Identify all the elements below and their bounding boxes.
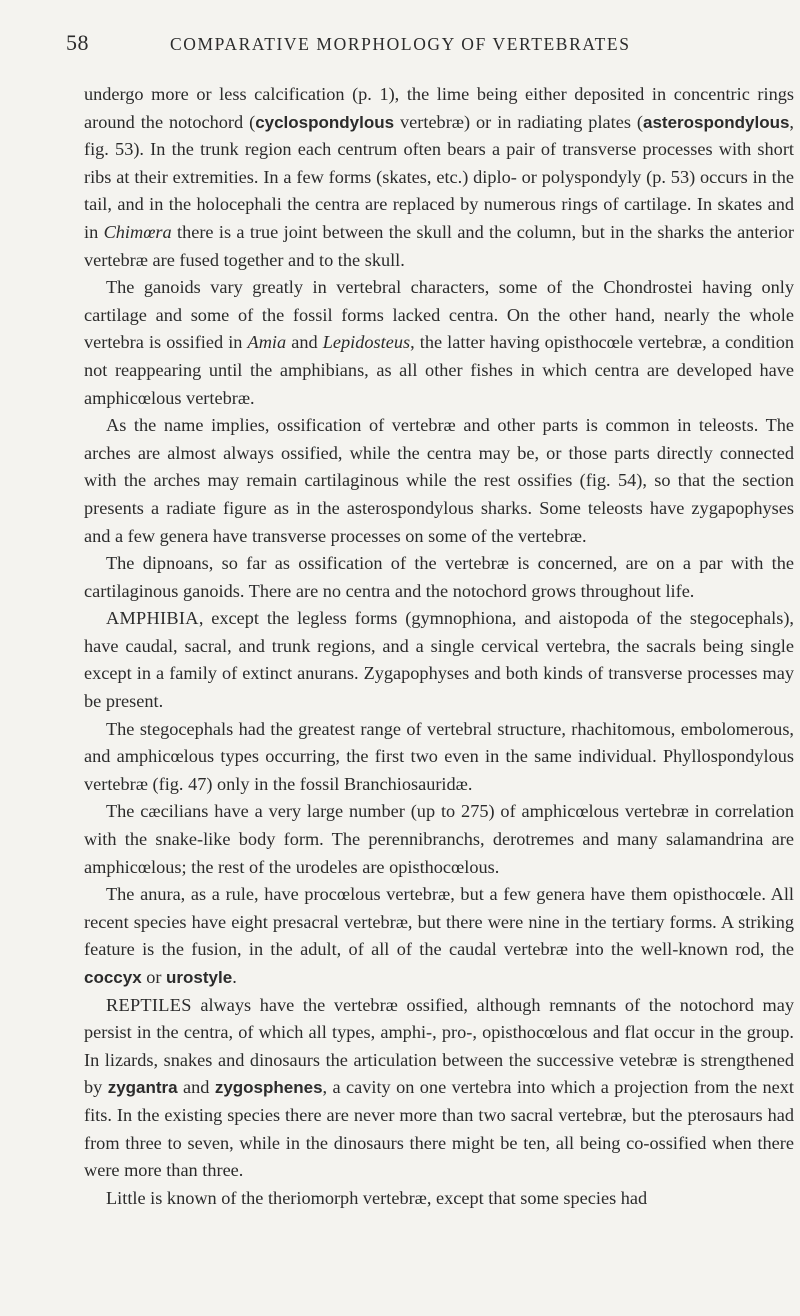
text-run: always have the vertebræ ossified, although remnants of the notochord may persist in the centra, of which all types, amphi-, pro-, opisthocœlous and flat occur in the group. In lizards, snakes and dinosaurs the articulation between the successive vetebræ is strengthened by <box>84 994 794 1098</box>
bold-term: zygosphenes <box>214 1078 323 1098</box>
bold-term: zygantra <box>107 1078 178 1098</box>
body-text <box>84 81 794 1212</box>
page-number: 58 <box>66 30 89 55</box>
text-run: The cæcilians have a very large number (up to 275) of amphicœlous vertebræ in correlation with the snake-like body form. The perennibranchs, derotremes and many salamandrina are amphicœlous; the rest of the urodeles are opisthocœlous. <box>84 801 794 877</box>
text-run: or <box>141 967 167 987</box>
text-run: , the latter having opisthocœle vertebræ, a condition not reappearing until the amphibians, as all other fishes in which centra are developed have amphicœlous vertebræ. <box>84 332 795 408</box>
paragraph <box>84 1185 794 1213</box>
page-header <box>66 30 766 60</box>
bold-term: urostyle <box>166 968 233 987</box>
text-run: As the name implies, ossification of vertebræ and other parts is common in teleosts. The arches are almost always ossified, while the centra may be, or those parts directly connected with the arches may remain cartilaginous while the rest ossifies (fig. 54), so that the section presents a radiate figure as in the asterospondylous sharks. Some teleosts have zygapophyses and a few genera have transverse processes on some of the vertebræ. <box>84 415 794 546</box>
paragraph <box>84 798 794 881</box>
italic-term: Lepidosteus <box>322 332 411 353</box>
text-run: undergo more or less calcification (p. 1), the lime being either deposited in concentric rings around the notochord ( <box>84 84 794 132</box>
paragraph <box>84 605 794 715</box>
running-title: COMPARATIVE MORPHOLOGY OF VERTEBRATES <box>170 34 631 54</box>
paragraph <box>84 881 794 991</box>
text-run: vertebræ) or in radiating plates ( <box>394 111 643 132</box>
italic-term: Chimœra <box>103 221 172 242</box>
bold-term: coccyx <box>84 968 142 987</box>
paragraph <box>84 716 794 799</box>
paragraph <box>84 81 794 274</box>
text-run: and <box>177 1077 215 1098</box>
paragraph <box>84 550 794 605</box>
section-lead: REPTILES <box>106 994 192 1015</box>
bold-term: asterospondylous <box>643 112 790 132</box>
section-lead: AMPHIBIA <box>106 608 199 629</box>
paragraph <box>84 412 794 550</box>
text-run: The anura, as a rule, have procœlous vertebræ, but a few genera have them opisthocœle. All recent species have eight presacral vertebræ, but there were nine in the tertiary forms. A striking feature is the fusion, in the adult, of all of the caudal vertebræ into the well-known rod, the <box>84 884 794 960</box>
text-run: , except the legless forms (gymnophiona, and aistopoda of the stegocephals), have caudal, sacral, and trunk regions, and a single cervical vertebra, the sacrals being single except in a family of extinct anurans. Zygapophyses and both kinds of transverse processes may be present. <box>84 608 794 712</box>
text-run: and <box>286 332 323 353</box>
text-run: The ganoids vary greatly in vertebral characters, some of the Chondrostei having only cartilage and some of the fossil forms lacked centra. On the other hand, nearly the whole vertebra is ossified in <box>84 277 794 353</box>
text-run: , fig. 53). In the trunk region each centrum often bears a pair of transverse processes with short ribs at their extremities. In a few forms (skates, etc.) diplo- or polyspondyly (p. 53) occurs in the tail, and in the holocephali the centra are replaced by numerous rings of cartilage. In skates and in <box>84 111 794 242</box>
text-run: The stegocephals had the greatest range of vertebral structure, rhachitomous, embolomerous, and amphicœlous types occurring, the first two even in the same individual. Phyllospondylous vertebræ (fig. 47) only in the fossil Branchiosauridæ. <box>84 718 794 794</box>
text-run: The dipnoans, so far as ossification of the vertebræ is concerned, are on a par with the cartilaginous ganoids. There are no centra and the notochord grows throughout life. <box>84 553 794 601</box>
text-run: there is a true joint between the skull and the column, but in the sharks the anterior vertebræ are fused together and to the skull. <box>84 221 794 270</box>
text-run: Little is known of the theriomorph vertebræ, except that some species had <box>106 1187 648 1208</box>
paragraph <box>84 992 794 1185</box>
bold-term: cyclospondylous <box>255 112 395 132</box>
paragraph <box>84 274 794 412</box>
italic-term: Amia <box>247 332 287 353</box>
text-run: . <box>232 967 237 987</box>
text-run: , a cavity on one vertebra into which a projection from the next fits. In the existing species there are never more than two sacral vertebræ, but the pterosaurs had from three to seven, while in the dinosaurs there might be ten, all being co-ossified when there were more than three. <box>84 1077 794 1181</box>
